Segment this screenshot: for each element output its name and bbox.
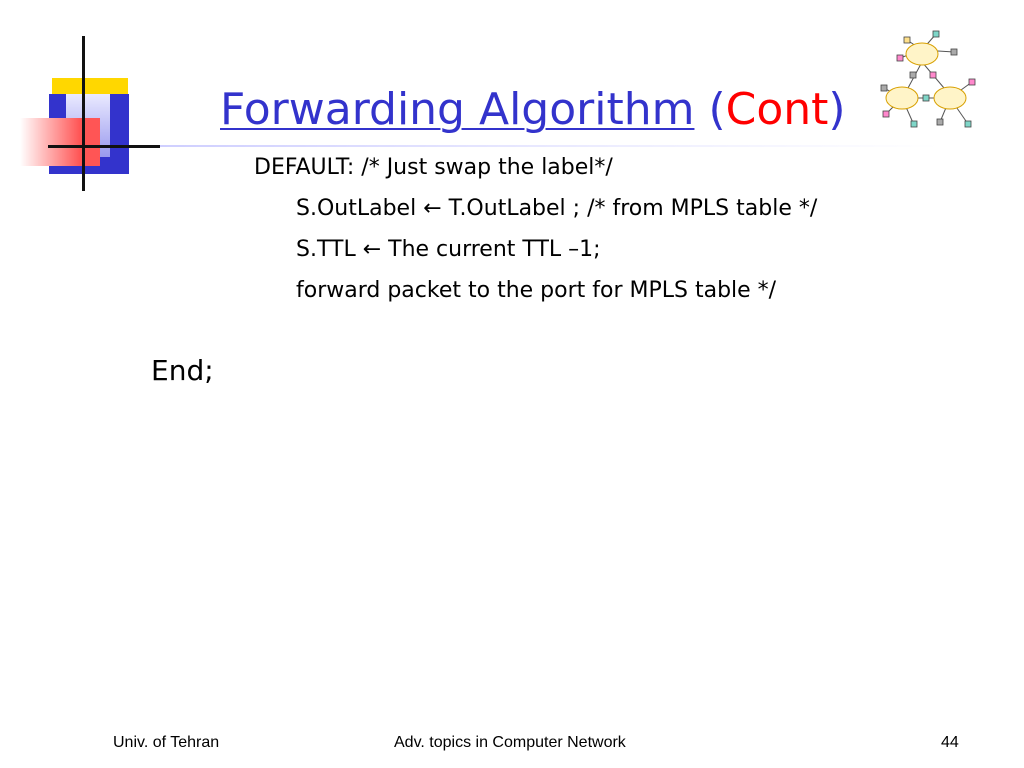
footer-page-number: 44 [941,734,959,751]
network-clouds-icon [872,30,982,130]
title-close-paren: ) [828,84,846,135]
title-highlight: Cont [725,84,829,135]
title-open-paren: ( [708,84,726,135]
code-line-outlabel: S.OutLabel ← T.OutLabel ; /* from MPLS table */ [296,196,818,221]
code-line-forward: forward packet to the port for MPLS table */ [296,278,777,303]
title-underline-rule [160,145,940,147]
decor-red-square [20,118,100,166]
decor-horizontal-line [48,145,160,148]
code-line-ttl: S.TTL ← The current TTL –1; [296,237,601,262]
decor-vertical-line [82,36,85,191]
footer-institution: Univ. of Tehran [113,734,220,751]
slide-title [220,80,846,140]
code-line-default: DEFAULT: /* Just swap the label*/ [254,155,613,180]
code-end: End; [151,354,214,387]
footer-course: Adv. topics in Computer Network [394,734,626,751]
title-main: Forwarding Algorithm [220,84,695,135]
